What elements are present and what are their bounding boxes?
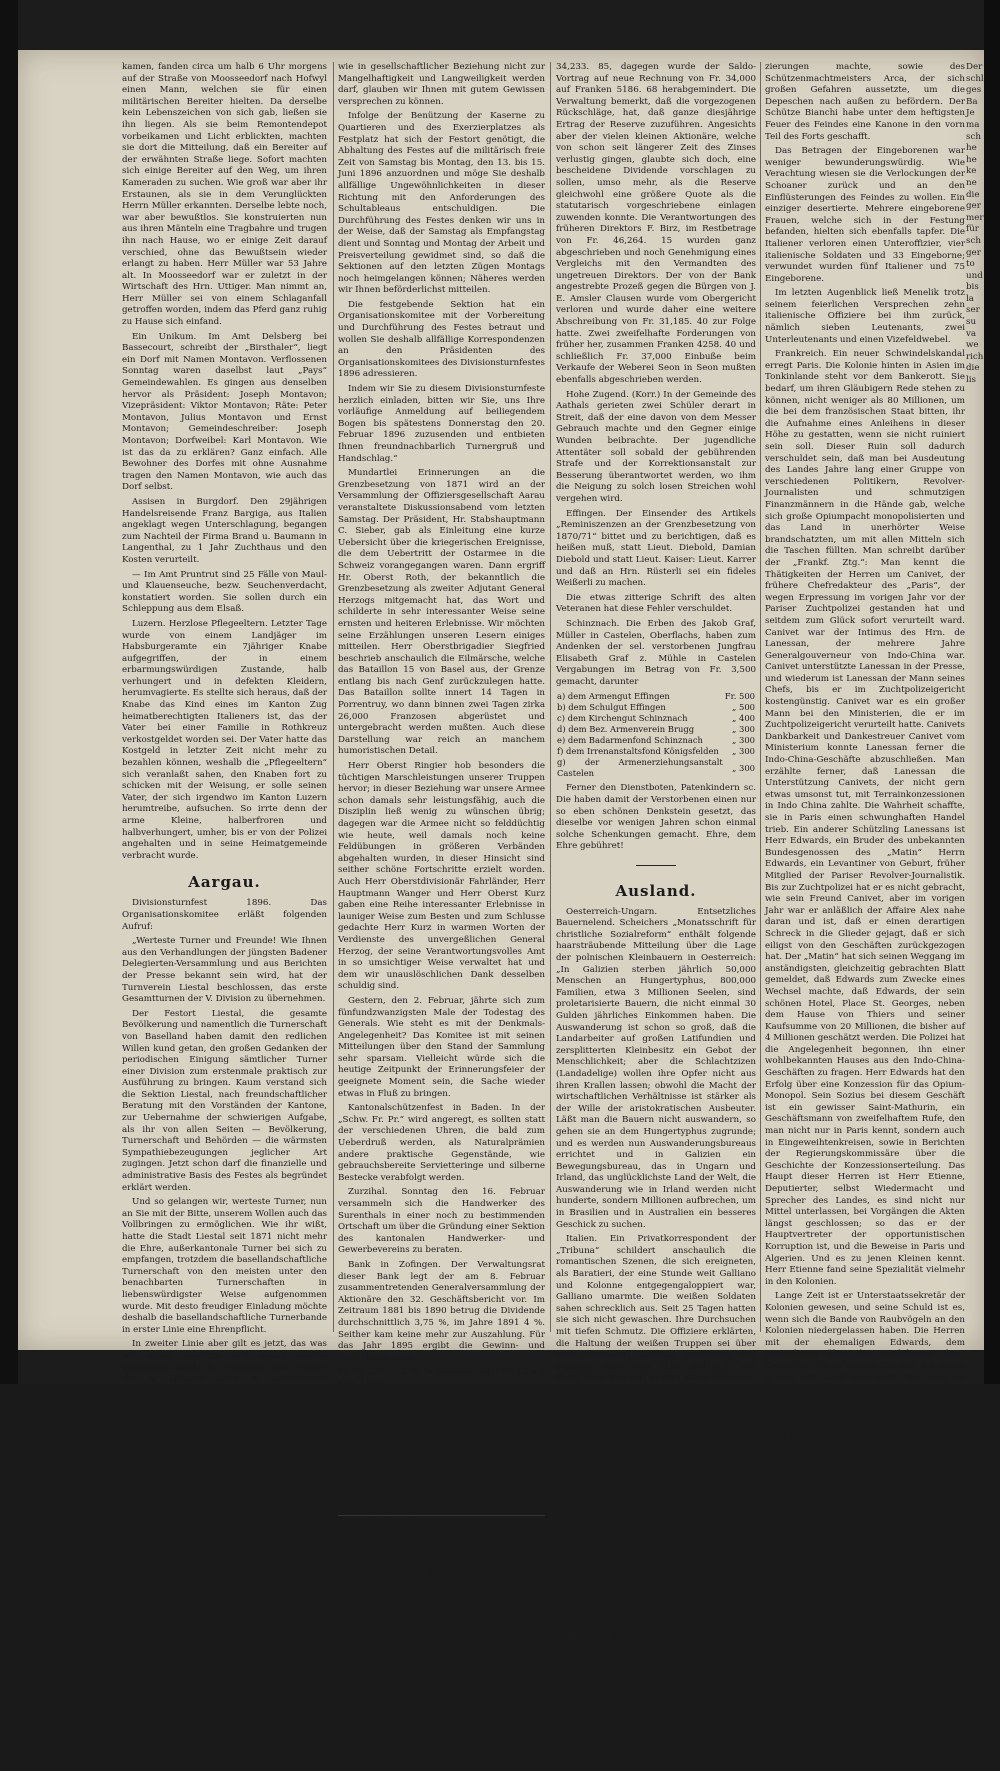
table-cell: „ [339, 1415, 344, 1426]
table-cell: d) dem Bez. Armenverein Brugg [557, 724, 695, 735]
table-cell: Fr. 142,616. 60 [338, 1515, 416, 1527]
table-cell: g) der Armenerziehungsanstalt Castelen [557, 757, 723, 779]
table-row [338, 1438, 545, 1449]
column-4 [765, 62, 966, 1595]
article-paragraph: Herr Oberst Ringier hob besonders die tüchtigen Marschleistungen unserer Truppen hervor; in dieser Beziehung war unsere Armee schon damals sehr leistungsfähig, auch die Disziplin ließ wenig zu wünschen übrig; dagegen war die Armee nicht so felddüchtig wie heute, weil damals noch keine Feldübungen in größeren Verbänden abgehalten wurden, in dieser Hinsicht sind seither schöne Fortschritte erzielt worden. Auch Herr Oberstdivisionär Fahrländer, Herr Hauptmann Wanger und Herr Oberst Kurz gaben eine Reihe interessanter Erlebnisse in launiger Weise zum Besten und zum Schlusse gedachte Herr Kurz in warmen Worten der Verdienste des unvergeßlichen General Herzog, der seine Verantwortungsvolles Amt in so umsichtiger Weise verwaltet hat und dem wir unauslöschlichen Dank desselben schuldig sind. [338, 761, 545, 992]
table-row [556, 757, 756, 779]
article-paragraph: Dadurch, wie auch durch eine möglichst große Einfachheit des Festwesens, hoffen wir es zu erreichen, daß auch namentlich kleinere Sektionen, denen der Besuch eidgenössischer Turnfeste verwehrt ist, sich einmal bei uns, als kantonalen Boden, mit anderen messen können. Daß die Einfachheit in turnerischer [122, 1554, 327, 1634]
table-cell: Verluste und Abschreibungen Fr. 120,707. 95, abzüglich Wiedereingänge Fr. 25,161. 25 Cts. und Gewinn auf dem Verkauf eigener Aktien Fr. 22,743. 65 [416, 1448, 544, 1514]
table-cell: e) dem Badarmenfond Schinznach [557, 735, 703, 746]
article-paragraph: kamen, fanden circa um halb 6 Uhr morgens auf der Straße von Moosseedorf nach Hofwyl einen Mann, welchen sie für einen militärischen Bereiter hielten. Da derselbe kein Lebenszeichen von sich gab, ließen sie ihn liegen. Als sie beim Remontendepot vorbeikamen und Licht erblickten, machten sie dort die Mitteilung, daß ein Bereiter auf der erwähnten Straße liege. Sofort machten sich einige Bereiter auf den Weg, um ihren Kameraden zu suchen. Wie groß war aber ihr Erstaunen, als sie in dem Verunglückten Herrn Müller erkannten. Derselbe lebte noch, war aber bewußtlos. Sie konstruierten nun aus ihren Mänteln eine Tragbahre und trugen ihn nach Hause, wo er einige Zeit darauf verschied, ohne das Bewußtsein wieder erlangt zu haben. Herr Müller war 53 Jahre alt. In Moosseedorf war er zuletzt in der Wirtschaft des Hrn. Uttiger. Man nimmt an, Herr Müller sei von einem Schlaganfall getroffen worden, indem das Pferd ganz ruhig zu Hause sich einfand. [122, 62, 327, 328]
financial-table [338, 1394, 545, 1527]
article-paragraph: Oesterreich-Ungarn. Entsetzliches Bauernelend. Scheichers „Monatsschrift für christliche Sozialreform“ enthält folgende haarsträubende Mitteilung über die Lage der polnischen Kleinbauern in Oesterreich: „In Galizien sterben jährlich 50,000 Menschen an Hungertyphus, 800,000 Familien, etwa 3 Millionen Seelen, sind proletarisierte Bauern, die nicht einmal 30 Gulden jährliches Einkommen haben. Die Auswanderung ist schon so groß, daß die Landarbeiter auf großen Latifundien und zersplitterten Kleinbesitz ein Gebot der Menschlichkeit; aber die Schlachtzizen (Landadelige) wollen ihre Opfer nicht aus ihren Krallen lassen; obwohl die Macht der wirtschaftlichen Verhältnisse ist stärker als der Wille der aristokratischen Ausbeuter. Läßt man die Bauern nicht auswandern, so gehen sie an dem Hungertyphus zugrunde; und es werden nun Auswanderungsbureaus errichtet und in Galizien ein Bewegungsbureau, das in Ungarn und Irland, das unglücklichste Land der Welt, die Auswanderung wie in Irland werden nicht hunderte, sondern Millionen aufbrechen, um in Brasilien und in Australien ein besseres Geschick zu suchen. [556, 906, 756, 1230]
article-paragraph: Ferner den Dienstboten, Patenkindern sc. Die haben damit der Verstorbenen einen nur so eben schönen Denkstein gesetzt, das dieselbe vor wenigen Jahren schon einmal solche Schenkungen gemacht. Ehre, dem Ehre gebühret! [556, 783, 756, 852]
article-paragraph: zierungen machte, sowie des Schützenmachtmeisters Arca, der sich großen Gefahren aussetzte, um die Depeschen nach außen zu befördern. Der Schütze Bianchi habe unter dem heftigsten Feuer des Feindes eine Kanone in den vorn Teil des Forts geschafft. [765, 62, 965, 142]
article-paragraph: Hohe Zugend. (Korr.) In der Gemeinde des Aathals gerieten zwei Schüler derart in Streit, daß der eine davon von dem Messer Gebrauch machte und den Gegner einige Wunden beibrachte. Der jugendliche Attentäter soll sobald der gebührenden Strafe und der Korrektionsanstalt zur Besserung überantwortet werden, wo ihm die Neigung zu solch losen Streichen wohl vergehen wird. [556, 389, 756, 504]
article-paragraph: Die festgebende Sektion hat ein Organisationskomitee mit der Vorbereitung und Durchführung des Festes betraut und wollen Sie deshalb allfällige Korrespondenzen an den Präsidenten des Organisationskomitees des Divisionsturnfestes 1896 adressieren. [338, 299, 545, 380]
table-cell: Fr. 500 [724, 691, 755, 702]
financial-table-head: Fr. 45,000. — 3 %, Dividenden, oder Fr. 15 auf eine Aktie [338, 1367, 545, 1389]
table-row [556, 702, 756, 713]
legacy-table [556, 691, 756, 779]
table-cell: 72,803. 05 [369, 1448, 415, 1459]
table-row [338, 1394, 545, 1405]
table-cell: f) dem Irrenanstaltsfond Königsfelden [557, 746, 719, 757]
article-paragraph: Gestern, den 2. Februar, jährte sich zum fünfundzwanzigsten Male der Todestag des Generals. Wie steht es mit der Denkmals-Angelegenheit? Das Komitee ist mit seinen Mitteilungen über den Stand der Sammlung sehr sparsam. Vielleicht würde sich die heutige Zeitpunkt der Erinnerungsfeier der geeignete Moment sein, die Sache wieder etwas in Fluß zu bringen. [338, 995, 545, 1099]
article-paragraph: „Werteste Turner und Freunde! Wie Ihnen aus den Verhandlungen der jüngsten Badener Delegierten-Versammlung und aus Berichten der Presse bekannt sein wird, hat der Turnverein Liestal beschlossen, das erste Gesamtturnen der V. Division zu übernehmen. [122, 936, 327, 1005]
scan-right-border [984, 0, 1000, 1384]
table-cell: „ 300 [732, 735, 755, 746]
article-paragraph: Mundartlei Erinnerungen an die Grenzbesetzung von 1871 wird an der Versammlung der Offiziersgesellschaft Aarau veranstaltete Diskussionsabend vom letzten Samstag. Der Präsident, Hr. Stabshauptmann C. Sieber, gab als Einleitung eine kurze Uebersicht über die kriegerischen Ereignisse, die dem Uebertritt der Ostarmee in die Schweiz vorangegangen waren. Dann ergriff Hr. Oberst Roth, der bekanntlich die Grenzbesetzung als zweiter Adjutant General Herzogs mitgemacht hat, das Wort und schilderte in sehr interessanter Weise seine ernsten und heiteren Erlebnisse. Wir möchten seine Erzählungen unseren Lesern einiges mitteilen. Herr Oberstbrigadier Siegfried beschrieb anschaulich die Eilmärsche, welche das Bataillon 15 von Basel aus, der Grenze entlang bis nach Genf zurückzulegen hatte. Das Bataillon sollte innert 14 Tagen in Porrentruy, wo dann binnen zwei Tagen zirka 26,000 Franzosen abgerüstet und untergebracht werden mußten. Auch diese Darstellung war reich an manchem humoristischen Detail. [338, 468, 545, 757]
table-cell: „ 300 [732, 724, 755, 735]
column-1 [122, 62, 327, 1634]
table-cell: „ 400 [732, 713, 755, 724]
table-row [338, 1449, 545, 1516]
adjacent-page-edge-text: Der schl ges Ba Je ma sch he he ke ne die ger mer für sch ger to und bis la ser su va we rich die lis [966, 62, 984, 386]
section-heading-aargau: Aargau. [188, 873, 261, 892]
article-paragraph: Assisen in Burgdorf. Den 29jährigen Handelsreisende Franz Bargiga, aus Italien angeklagt wegen Unterschlagung, begangen zum Nachteil der Firma Brand u. Baumann in Langenthal, zu 1 Jahr Zuchthaus und den Kosten verurteilt. [122, 496, 327, 565]
article-paragraph: — Eine Depesche aus Adagamus meldet folgende Einzelheiten: Oberstleutenant Galliano erklärt, die Haltung von Offizieren und Soldaten in Makalle sei bewunderungswürdig gewesen. Die Offiziere hätten gewetteifert in Disziplin. Kapitän Benacci habe mit bemerkenswert Wasser verteilt. Verwaltungsleutenant Guifi mit größter Kühnheit nächtliche Ausfälle gemacht, um Lebensmittel und Futter herbeizuschaffen. Die Leutenants Moltedo und Franconi hätten die Artillerie bewunderungswürdig geleitet. Telegraph hätte die größten Anstrengungen mit Geduldertragen, so Lehrern und Ventuerie gebraucht, sich dabei bloßgestellt; als der Regel, da und Stoß der Bereitschaft im Feuer; die Elefanten und Schützen wären, eine besonders Zusammenschlingung gemacht. Die italienischen Soldaten bewiesen größten Mut und unerwartete Abhärtung. Besonders ausgezeichnet haben sich der Fourier Corbonet, der werbvolle Rekognos- [556, 1492, 756, 1769]
table-cell: Reingewinn [416, 1404, 467, 1415]
table-row-total [338, 1515, 545, 1527]
table-row [556, 724, 756, 735]
table-cell: „ 500 [732, 702, 755, 713]
article-paragraph: Die etwas zitterige Schrift des alten Veteranen hat diese Fehler verschuldet. [556, 592, 756, 615]
article-paragraph: Im letzten Augenblick ließ Menelik trotz seinem feierlichen Versprechen zehn italienische Offiziere bei ihm zurück, nämlich sieben Leutenants, zwei Unterleutenants und einen Vizefeldwebel. [765, 288, 965, 345]
table-cell: „ 300 [732, 762, 755, 773]
column-3 [556, 62, 756, 1769]
article-paragraph: Das ursprüngliche Grundkapital von 2 Mill. Franken wurde im Jahre 1894 auf Fr. 1,700,000 und zufolge Beschluß der Generalversammlung vom 8. August 1895 durch Abschreibung auf 1½ Mill. herabgesetzt. Der Rest der Reserve von Fr. 10,000 betrug der Reservefonds Franken [338, 1530, 545, 1611]
article-paragraph: Frankreich. Ein neuer Schwindelskandal erregt Paris. Die Kolonie hinten in Asien im Tonkinlande steht vor dem Bankerott. Sie bedarf, um ihren Gläubigern Rede stehen zu können, nicht weniger als 80 Millionen, um die bei dem französischen Staat bitten, ihr die Aufnahme eines Anleihens in dieser Höhe zu gestatten, wenn sie nicht ruiniert sein soll. Dieser Ruin soll dadurch verschuldet sein, daß man bei Ausdeutung des Landes Jahre lang einer Gruppe von verschiedenen Politikern, Revolver-Journalisten und schmutzigen Finanzmännern in die Hände gab, welche sich große Opiumpacht monopolisierten und das Land in unerhörter Weise brandschatzten, um mit allen Mitteln sich die Taschen füllten. Man schreibt darüber der „Frankf. Ztg.“: Man kennt die Thätigkeiten der Herren um Canivet, der frühere Chefredakteur des „Paris“, der wegen Erpressung im vorigen Jahr vor der Pariser Zuchtpolizei gestanden hat und seitdem zum Glück sofort verurteilt ward. Canivet war der Intimus des Hrn. de Lanessan, der mehrere Jahre Generalgouverneur von Indo-China war. Canivet unterstützte Lanessan in der Presse, und wiederum ist Lanessan der Mann seines Chefs, bis er im Zuchtpolizeigericht kostengünstig. Canivet war es ein großer Mann bei den Ministerien, die er im Zuchtpolizeigericht verurteilt hatte. Canivets Dankbarkeit und Dankestreuer Canivet vom Ministerium konnte Lanessan ferner die Indo-China-Geschäfte abzuschließen. Man erzählte ferner, daß Lanessan die Unterstützung Canivets, der nicht gern etwas umsonst tut, mit Terrainkonzessionen in Indo China zahlte. Die Wahrheit schaffte, sie in Paris einen schwunghaften Handel trieb. Ein anderer Schützling Lanessans ist Herr Edwards, ein Bruder des unbekannten Bundesgenossen des „Matin“ Herrn Edwards, ein Levantiner von Geburt, früher Mitglied der Pariser Revolver-Journalistik. Bis zur Zuchtpolizei hat er es nicht gebracht, wie sein Freund Canivet, aber im vorigen Jahr war er anläßlich der Affaire Alex nahe daran und ist, daß er einen derartigen Schreck in die Glieder gejagt, daß er sich eiligst von den Geschäften zurückgezogen hat. Der „Matin“ hat sich seinen Weggang im anständigsten, gleichzeitig gebrachten Blatt gemeldet, daß Edwards zum Zwecke eines Wechsel machte, daß Edwards, der sein schönen Hotel, Place St. Georges, neben dem Hause von Thiers und seiner Kaufsumme von 20 Millionen, die bisher auf 4 Millionen geschätzt werden. Die Polizei hat die Angelegenheit begonnen, ihn einer wohlbekannten Hauses aus den Indo-China-Geschäften zu fragen. Herr Edwards hat den Erfolg über eine Konzession für das Opium-Monopol. Sein Sozius bei diesem Geschäft ist ein gewisser Saint-Mathurin, ein Geschäftsmann von zweifelhaftem Rufe, den man nicht nur in Paris kennt, sondern auch in Eingeweihtenkreisen, sowie in Berichten der Regierungskommissäre über die Geschichte der Konzessionserteilung. Das Haupt dieser Herren ist Herr Etienne, Deputierter, selbst Wiedermacht und Sprecher des Landes, es sind nicht nur Mittel unterlassen, bei Vorgängen die Akten längst geschlossen; so das er der Hauptvertreter der opportunistischen Korruption ist, und die Beweise in Paris und Algerien. Und es zu jenen Kleinen kennt. Herr Etienne fand seine Spezialität vielmehr in den Kolonien. [765, 349, 966, 1287]
table-row [338, 1405, 545, 1416]
section-heading-ausland: Ausland. [615, 881, 697, 900]
article-paragraph: In zweiter Linie aber gilt es jetzt, das was wir längst erstrebt und wofür ehrlich geschaffen wird, die Einigung aller Turner der V. Division auch in turnerischer Beziehung zum glücklichen Ausdruck zu bringen. Auf den gemeinschaftlichen Freundschaftsbesuch am Wiesenberg — Frühjahr 1895 soll nun der frohe Wettkampf zu Liestal folgen. [122, 1339, 327, 1443]
table-cell: „ [339, 1437, 344, 1448]
table-cell: 26,186. 68 [369, 1404, 415, 1415]
column-rule [550, 62, 551, 1332]
article-paragraph: Divisionsturnfest 1896. Das Organisationskomitee erläßt folgenden Aufruf: [122, 898, 327, 932]
table-cell: Verwaltungs- u. Prozeßkosten (Fr. 897. 45) [416, 1415, 544, 1437]
table-cell: 18,813. 32 [369, 1393, 415, 1404]
article-paragraph: Transvaal. Ueber das Gefecht bei Krügersdorp werden jetzt endlich in einer Buren-Zeitung nähere Einzelheiten mitgeteilt. Es wird dort berichtet: Am frühen Morgen des 1. Januar tauchten, gleich einem Schwarm Heuschrecken, ganz plötzlich einige hundert Reiter unter Feldkornet Trichardt in Prätoria auf. Jeder zehn Stunden lang hatten sie im Sattel gesessen auf ihren kleinen, struppigen Pferdchen und wollten nur kurze Rast halten. Bärenkerle diese Wildelburgers! Greise von 70 [765, 1456, 965, 1595]
article-paragraph: — Im Amt Pruntrut sind 25 Fälle von Maul- und Klauenseuche, bezw. Seuchenverdacht, konstatiert worden. Sie sollen durch ein Schleppung aus dem Elsaß. [122, 569, 327, 615]
table-row [556, 691, 756, 702]
table-cell: c) dem Kirchengut Schinznach [557, 713, 688, 724]
table-cell: Rohgewinn. [416, 1515, 545, 1527]
article-paragraph: Der Festort Liestal, die gesamte Bevölkerung und namentlich die Turnerschaft von Baselland haben damit den redlichen Willen kund getan, den großen Gedanken der periodischen Einigung sämtlicher Turner einer Division zum erstenmale praktisch zur Ausführung zu bringen. Kaum verstand sich die Sektion Liestal, nach freundschaftlicher Beratung mit den Vorständen der Kantone, zur Uebernahme der schwierigen Aufgabe, als ihr von allen Seiten — Bevölkerung, Turnerschaft und Behörden — die wärmsten Sympathiebezeugungen jeglicher Art zugingen. Jetzt schon darf die finanzielle und administrative Basis des Festes als begründet erklärt werden. [122, 1008, 327, 1193]
table-cell: Verminderung der Reserven [416, 1393, 537, 1404]
article-paragraph: Es ist daher wo den nächstens folgenden Turnprogrammen ersehen werden, haben wir uns bestrebt, das Fest so viel als bereits gemeinsam ist, das eidgenössische Festreglement, so viel als möglich beizuhalten und demselben nur beizufügen, was der Eigenart der kantonalen Gebräuche angemessen ist, ohne daß es die übrigen abändert. [122, 1446, 327, 1550]
table-row [556, 735, 756, 746]
column-2 [338, 62, 545, 1611]
article-paragraph: 34,233. 85, dagegen wurde der Saldo-Vortrag auf neue Rechnung von Fr. 34,000 auf Franken 5186. 68 herabgemindert. Die Verwaltung bemerkt, daß die vorgezogenen Rückschläge, hat, daß ganze diesjährige Ertrag der Reserve zuzuführen. Angesichts aber der vielen kleinen Aktionäre, welche von schon seit längerer Zeit des Zinses verlustig gingen, glaubte sich doch, eine bescheidene Dividende vorschlagen zu sollen, umso mehr, als die Reserve gleichwohl eine größere Quote als die statutarisch vorgeschriebene einlagen zuwenden konnte. Die Verantwortungen des früheren Direktors F. Birz, im Restbetrage von Fr. 46,264. 15 wurden ganz abgeschrieben und noch Genehmigung eines Vergleichs mit den Vermandten des ungetreuen Direktors. Der von der Bank angestrebte Prozeß gegen die Bürgen von J. E. Amsler Clausen wurde vom Obergericht verloren und wurde daher eine weitere Abschreibung von Fr. 31,185. 40 zur Folge hatte. Zwei zweifelhafte Forderungen von früher her, zusammen Franken 4258. 40 und schließlich Fr. 37,000 Einbuße beim Verkaufe der Weberei Seon in Seon mußten ebenfalls abgeschrieben werden. [556, 62, 756, 386]
article-paragraph: Schinznach. Die Erben des Jakob Graf, Müller in Castelen, Oberflachs, haben zum Andenken der sel. verstorbenen Jungfrau Elisabeth Graf z. Mühle in Castelen Vergabungen im Betrag von Fr. 3,500 gemacht, darunter [556, 618, 756, 687]
article-paragraph: Infolge der Benützung der Kaserne zu Quartieren und des Exerzierplatzes als Festplatz hat sich der Festort genötigt, die Abhaltung des Festes auf die militärisch freie Zeit von Samstag bis Montag, den 13. bis 15. Juni 1896 anzuordnen und möge Sie deshalb allfällige Ungewöhnlichkeiten in dieser Richtung mit den Anforderungen des Schultableaus entschuldigen. Die Durchführung des Festes denken wir uns in der Weise, daß der Samstag als Empfangstag dient und Sonntag und Montag der Arbeit und Preisverteilung gewidmet sind, so daß die Sektionen auf den letzten Zügen Montags noch heimgelangen können; Näheres werden wir Ihnen beförderlichst mitteilen. [338, 111, 545, 296]
table-cell: „ 300 [732, 746, 755, 757]
article-paragraph: Effingen. Der Einsender des Artikels „Reminiszenzen an der Grenzbesetzung von 1870/71“ bittet und zu berichtigen, daß es heißen muß, statt Lieut. Diebold, Damian Diebold und statt Lieut. Kaiser: Lieut. Karrer und daß an Hrn. Rüsterli sei ein fideles Weißerli zu machen. [556, 508, 756, 589]
table-cell: 41,273. 52 [369, 1415, 415, 1426]
article-paragraph: Und so gelangen wir, werteste Turner, nun an Sie mit der Bitte, unserem Wollen auch das Vollbringen zu ermöglichen. Wie ihr wißt, hatte die Stadt Liestal seit 1871 nicht mehr die Ehre, außerkantonale Turner bei sich zu empfangen, trotzdem die basellandschaftliche Turnerschaft von den meisten unter den benachbarten Turnerschaften in liebenswürdigster Weise aufgenommen wurde. Mit desto freudiger Einladung möchte deshalb die basellandschaftliche Turnerbande in erster Linie eine Ehrenpflicht. [122, 1197, 327, 1335]
table-row [338, 1416, 545, 1438]
article-paragraph: Zurzihal. Sonntag den 16. Februar versammeln sich die Handwerker des Surenthals in einer noch zu bestimmenden Ortschaft um über die Gründung einer Sektion des kantonalen Handwerker- und Gewerbevereins zu beraten. [338, 1187, 545, 1256]
article-paragraph: Italien. Ein Privatkorrespondent der „Tribuna“ schildert anschaulich die romantischen Szenen, die sich ereigneten, als Baratieri, der eine Stunde weit Galliano und Kolonne entgegengaloppiert war, Galliano umarmte. Die weißen Soldaten sahen schrecklich aus. Seit 25 Tagen hatten sie sich nicht gewaschen. Ihre Durchsuchen mit tiefen Schmutz. Die Offiziere erklärten, die Haltung der weißen Truppen sei über alles lobenswert. Galliano versicherte, daß Menelik dem von ihm während der Belagerung das Fort in die Luft zu sprengen. Menelik war entschlossen, Galliano nicht auszuliefern; erst nach langer Besprechung durch Felter und Makonnen gelang er. Menelik mußte mehr der Augenblick, als die Geretteten im Lager anlangen, wo in den Klängen des Präsentiermarsches die ganzen italienischen Truppen, die Spalier bildeten, vorbeizogen. Die Askaris marschierten mit großem Jubel vorbei. [556, 1234, 756, 1488]
article-paragraph: Ein Unikum. Im Amt Delsberg bei Bassecourt, schreibt der „Birsthaler“, liegt ein Dorf mit Namen Montavon. Verflossenen Sonntag waren daselbst laut „Pays“ Gemeindewahlen. Es gingen aus denselben hervor als Präsident: Joseph Montavon; Vizepräsident: Viktor Montavon; Räte: Peter Montavon, Julius Montavon und Ernst Montavon; Gemeindeschreiber: Joseph Montavon; Dorfweibel: Karl Montavon. Wie ist das da zu erklären? Ganz einfach. Alle Bewohner des Dorfes mit ohne Ausnahme tragen den Namen Montavon, wie auch das Dorf selbst. [122, 331, 327, 493]
article-paragraph: Lange Zeit ist er Unterstaatssekretär der Kolonien gewesen, und seine Schuld ist es, wenn sich die Bande von Raubvögeln an den Kolonien niedergelassen haben. Die Herren mit der ehemaligen Edwards, dem Journalisten über die Ausdehnung ihrer Geschäfte. Ob er seinen Teil von der Beute gehabt hat, weiß man nicht. Wie sich die Geschichte des Landes zu den Unternehmungen der Stunde nicht in Anspruch. Man erkennt von sich bei Energielosigkeit oder Pflichtvergessenheit ermöglicht, als Minister Lanessan mit Hrn. Lanessan Kolonie zu verwalten. [765, 1291, 965, 1453]
table-row [556, 746, 756, 757]
column-rule [333, 62, 334, 1332]
column-rule [760, 62, 761, 1332]
article-paragraph: Bank in Zofingen. Der Verwaltungsrat dieser Bank legt der am 8. Februar zusammentretenden Generalversammlung der Aktionäre den 32. Geschäftsbericht vor. Im Zeitraum 1881 bis 1890 betrug die Dividende durchschnittlich 3,75 %, im Jahre 1891 4 %. Seither kam keine mehr zur Auszahlung. Für das Jahr 1895 ergibt die Gewinn- und Verlustrechnung: [338, 1259, 545, 1363]
article-paragraph: wie in gesellschaftlicher Beziehung nicht zur Mangelhaftigkeit und Langweiligkeit werden darf, glauben wir Ihnen mit gutem Gewissen versprechen zu können. [338, 62, 545, 107]
table-row [556, 713, 756, 724]
table-cell: Steuern [416, 1437, 451, 1448]
table-cell: b) dem Schulgut Effingen [557, 702, 666, 713]
table-cell: Fr. [339, 1404, 351, 1415]
article-paragraph: Indem wir Sie zu diesem Divisionsturnfeste herzlich einladen, bitten wir Sie, uns Ihre vorläufige Anmeldung auf beiliegendem Bogen bis spätestens Donnerstag den 20. Februar 1896 zuzusenden und entbieten Ihnen freundnachbarlich Turnergruß und Handschlag.“ [338, 384, 545, 464]
article-paragraph: Kantonalschützenfest in Baden. In der „Schw. Fr. Pr.“ wird angeregt, es sollten statt der verschiedenen Uhren, die bald zum Ueberdruß werden, als Naturalprämien andere praktische Gegenstände, wie gebrauchsbereite Servietteringe und silberne Bestecke verabfolgt werden. [338, 1103, 545, 1183]
article-paragraph: Das Betragen der Eingeborenen war weniger bewunderungswürdig. Wie Verachtung wiesen sie die Verlockungen der Schoaner zurück und an den Einflüsterungen des Feindes zu wollen. Ein einziger desertierte. Mehrere eingeborene Frauen, welche sich in der Festung befanden, hielten sich ebenfalls tapfer. Die Italiener verloren einen Unteroffizier, vier italienische Soldaten und 33 Eingeborne; verwundet wurden fünf Italiener und 75 Eingeborene. [765, 146, 965, 284]
table-cell: 2,353. 35 [374, 1437, 415, 1448]
table-cell: a) dem Armengut Effingen [557, 691, 670, 702]
table-cell: „ [339, 1448, 344, 1459]
divider [556, 859, 756, 871]
table-cell [338, 1394, 352, 1405]
scan-left-border [0, 0, 18, 1384]
article-paragraph: Luzern. Herzlose Pflegeeltern. Letzter Tage wurde von einem Landjäger im Habsburgeramte ein 7jähriger Knabe aufgegriffen, der in einem erbarmungswürdigen Zustande, halb verhungert und in defekten Kleidern, herumvagierte. Es stellte sich heraus, daß der Knabe das Kind eines im Kanton Zug heimatberechtigten Italieners ist, das der Vater bei einer Familie in Rothkreuz verkostgeldet worden sei. Der Vater hatte das Kostgeld in letzter Zeit nicht mehr zu bezahlen können, weshalb die „Pflegeeltern“ sich veranlaßt sahen, den Knaben fort zu schicken mit der Weisung, er solle seinen Vater, der sich irgendwo im Kanton Luzern herumtreibe, aufsuchen. So irrte denn der arme Kleine, halberfroren und halbverhungert, umher, bis er von der Polizei angehalten und in seine Heimatgemeinde verbracht wurde. [122, 618, 327, 861]
